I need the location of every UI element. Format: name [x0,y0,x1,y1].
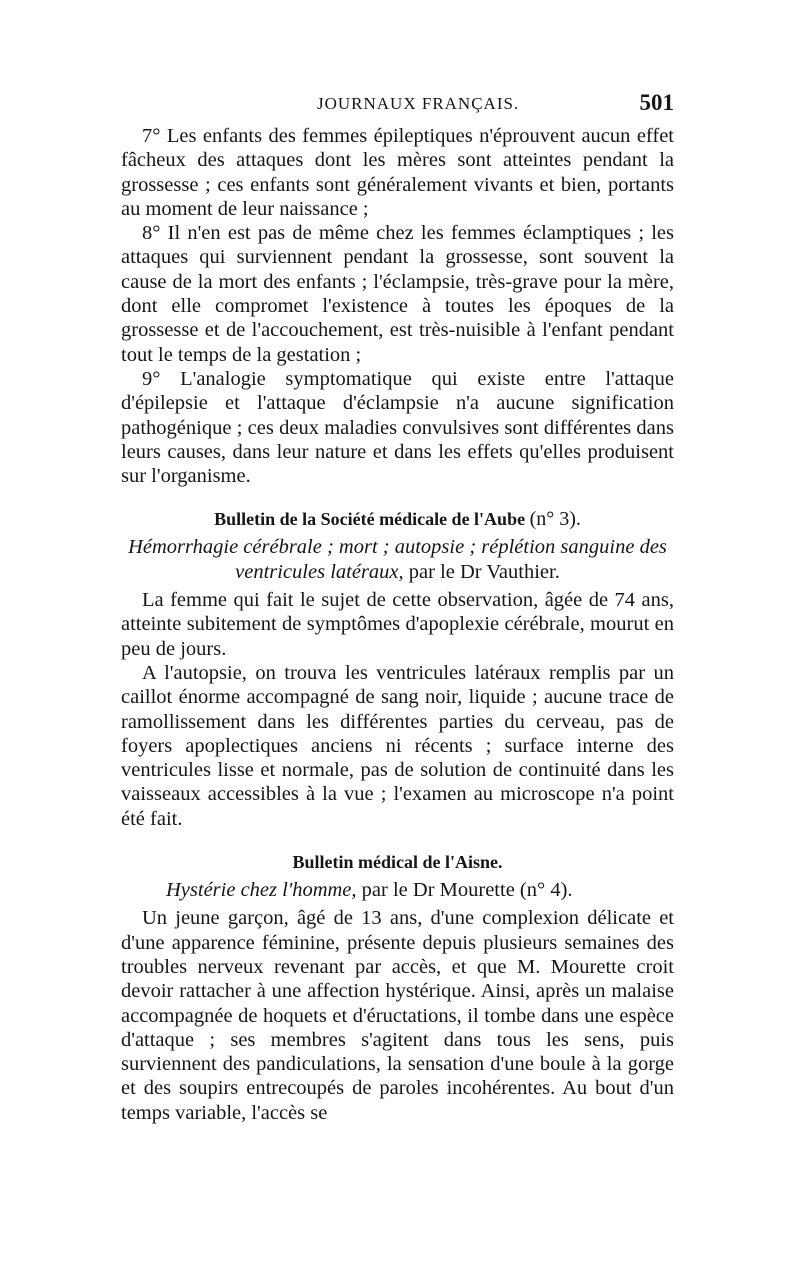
paragraph-conclusion-7: 7° Les enfants des femmes épileptiques n'éprouvent aucun effet fâcheux des attaques dont les mères sont atteintes pendant la grossesse ; ces enfants sont généralement vivants et bien, portants au moment de leur naissance ; [121,125,674,220]
article-subtitle-aisne-author: par le Dr Mourette (n° 4). [361,879,573,902]
article-subtitle-aube [121,535,674,584]
paragraph-aube-1: La femme qui fait le sujet de cette observation, âgée de 74 ans, atteinte subitement de symptômes d'apoplexie cérébrale, mourut en peu de jours. [121,589,674,660]
article-subtitle-aisne-topic: Hystérie chez l'homme, [166,879,357,902]
page-number: 501 [639,90,674,115]
article-subtitle-aube-author: par le Dr Vauthier. [408,560,560,583]
article-subtitle-aube-topic: Hémorrhagie cérébrale ; mort ; autopsie ; réplétion sanguine des ventricules latéraux, [128,536,667,583]
running-head [121,90,674,124]
book-page [121,90,674,1125]
paragraph-conclusion-9: 9° L'analogie symptomatique qui existe entre l'attaque d'épilepsie et l'attaque d'éclampsie n'a aucune signification pathogénique ; ces deux maladies convulsives sont différentes dans leurs causes, dans leur nature et dans les effets qu'elles produisent sur l'organisme. [121,367,674,488]
running-title: JOURNAUX FRANÇAIS. [317,94,520,113]
section-heading-aube-number: (n° 3). [529,508,581,531]
section-heading-aisne: Bulletin médical de l'Aisne. [292,852,503,873]
paragraph-aube-2: A l'autopsie, on trouva les ventricules latéraux remplis par un caillot énorme accompagné de sang noir, liquide ; aucune trace de ramollissement dans les différentes parties du cerveau, pas de foyers apoplectiques anciens ni récents ; surface interne des ventricules lisse et normale, pas de solution de continuité dans les vaisseaux accessibles à la vue ; l'examen au microscope n'a point été fait. [121,661,674,830]
paragraph-conclusion-8: 8° Il n'en est pas de même chez les femmes éclamptiques ; les attaques qui surviennent pendant la grossesse, sont souvent la cause de la mort des enfants ; l'éclampsie, très-grave pour la mère, dont elle compromet l'existence à toutes les époques de la grossesse et de l'accouchement, est très-nuisible à l'enfant pendant tout le temps de la gestation ; [121,222,674,366]
paragraph-aisne-1: Un jeune garçon, âgé de 13 ans, d'une complexion délicate et d'une apparence féminine, présente depuis plusieurs semaines des troubles nerveux revenant par accès, et que M. Mourette croit devoir rattacher à une affection hystérique. Ainsi, après un malaise accompagnée de hoquets et d'éructations, il tombe dans une espèce d'attaque ; ses membres s'agitent dans tous les sens, puis surviennent des pandiculations, la sensation d'une boule à la gorge et des soupirs entrecoupés de paroles incohérentes. Au bout d'un temps variable, l'accès se [121,907,674,1124]
section-heading-aube-title: Bulletin de la Société médicale de l'Aube [214,509,526,530]
section-heading-aube [121,507,674,531]
article-subtitle-aisne [121,878,674,902]
